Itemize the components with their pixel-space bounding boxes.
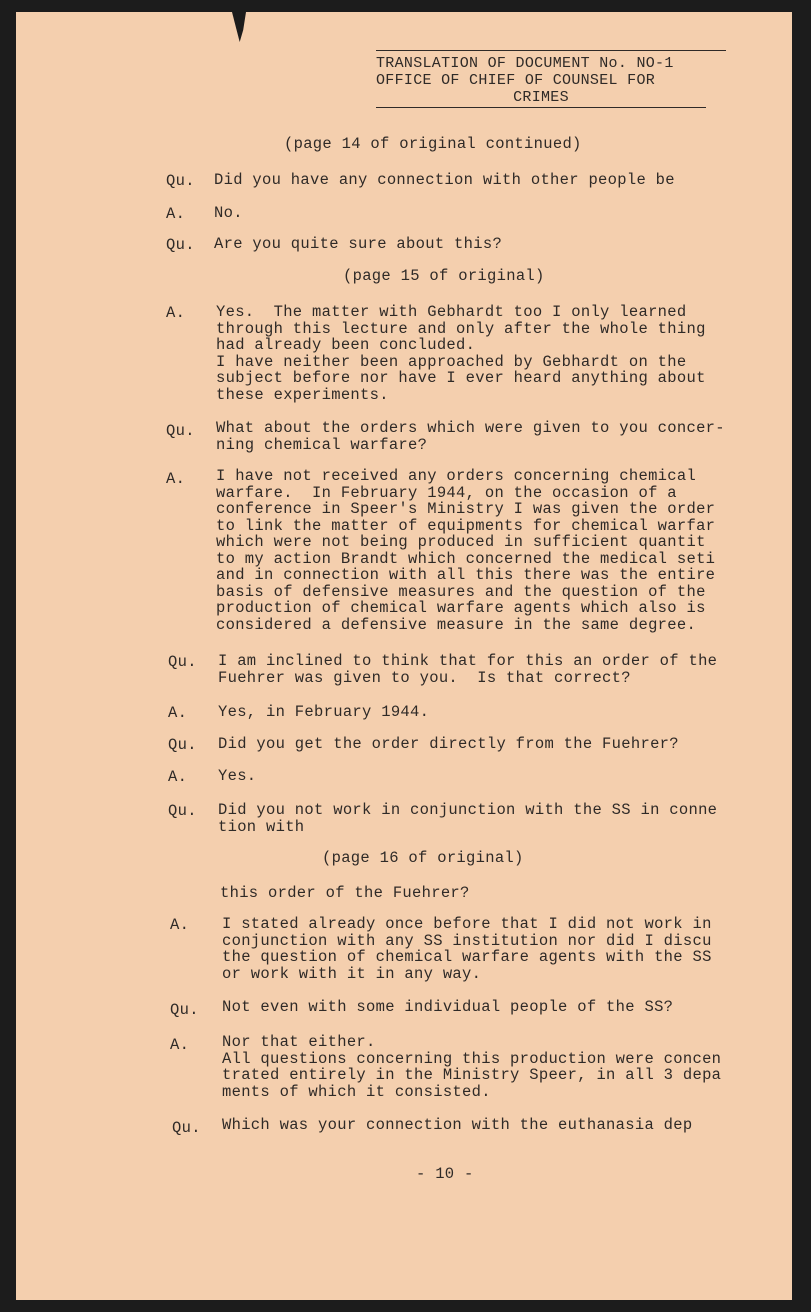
transcript-line: to link the matter of equipments for chemical warfar: [216, 516, 716, 535]
transcript-line: these experiments.: [216, 385, 389, 404]
document-header: [376, 50, 726, 108]
torn-corner: [232, 12, 246, 42]
transcript-line: Did you get the order directly from the Fuehrer?: [218, 735, 679, 753]
transcript-line: I stated already once before that I did not work in: [222, 915, 712, 933]
transcript-line: Did you not work in conjunction with the SS in conne: [218, 801, 718, 819]
speaker-label: Qu.: [168, 802, 197, 820]
transcript-line: Yes.: [218, 767, 257, 785]
speaker-label: Qu.: [166, 236, 195, 254]
transcript-line: this order of the Fuehrer?: [220, 884, 470, 902]
transcript-line: considered a defensive measure in the same degree.: [216, 615, 697, 634]
transcript-line: trated entirely in the Ministry Speer, in all 3 depa: [222, 1066, 722, 1084]
transcript-line: through this lecture and only after the whole thing: [216, 319, 706, 338]
transcript-line: or work with it in any way.: [222, 964, 482, 983]
header-line-2: OFFICE OF CHIEF OF COUNSEL FOR: [376, 72, 656, 89]
transcript-line: Nor that either.: [222, 1033, 376, 1051]
transcript-line: conjunction with any SS institution nor did I discu: [222, 931, 712, 950]
transcript-line: Not even with some individual people of the SS?: [222, 998, 674, 1016]
transcript-line: to my action Brandt which concerned the medical seti: [216, 549, 716, 568]
speaker-label: Qu.: [166, 172, 195, 190]
speaker-label: Qu.: [166, 422, 195, 440]
header-line-1: TRANSLATION OF DOCUMENT No. NO-1: [376, 55, 674, 72]
document-page: [16, 12, 792, 1300]
speaker-label: A.: [170, 916, 190, 934]
transcript-line: Fuehrer was given to you. Is that correct?: [218, 668, 631, 687]
page-marker: (page 16 of original): [322, 849, 524, 867]
speaker-label: A.: [168, 704, 188, 722]
speaker-label: Qu.: [172, 1119, 201, 1137]
speaker-label: A.: [166, 304, 186, 322]
transcript-line: Which was your connection with the euthanasia dep: [222, 1116, 693, 1134]
transcript-line: and in connection with all this there was the entire: [216, 566, 716, 584]
transcript-line: Are you quite sure about this?: [214, 235, 503, 253]
transcript-line: warfare. In February 1944, on the occasion of a: [216, 483, 677, 502]
transcript-line: I am inclined to think that for this an order of the: [218, 652, 718, 670]
transcript-line: had already been concluded.: [216, 336, 476, 354]
speaker-label: A.: [170, 1036, 190, 1054]
page-marker: (page 15 of original): [343, 267, 545, 285]
speaker-label: A.: [168, 768, 188, 786]
transcript-line: I have neither been approached by Gebhardt on the: [216, 352, 687, 371]
transcript-line: I have not received any orders concerning chemical: [216, 467, 697, 485]
speaker-label: Qu.: [170, 1001, 199, 1019]
speaker-label: Qu.: [168, 653, 197, 671]
transcript-line: ning chemical warfare?: [216, 435, 428, 454]
transcript-line: Did you have any connection with other people be: [214, 171, 675, 189]
transcript-line: Yes, in February 1944.: [218, 703, 430, 721]
transcript-line: basis of defensive measures and the question of the: [216, 582, 706, 601]
transcript-line: What about the orders which were given to you concer-: [216, 419, 725, 437]
transcript-line: production of chemical warfare agents which also is: [216, 599, 706, 617]
page-marker: (page 14 of original continued): [284, 135, 582, 153]
speaker-label: A.: [166, 205, 186, 223]
page-number: - 10 -: [416, 1165, 474, 1183]
transcript-line: Yes. The matter with Gebhardt too I only learned: [216, 303, 687, 321]
transcript-line: All questions concerning this production were concen: [222, 1049, 722, 1068]
transcript-line: the question of chemical warfare agents with the SS: [222, 948, 712, 966]
transcript-line: No.: [214, 204, 243, 222]
transcript-line: tion with: [218, 817, 305, 836]
header-line-3: CRIMES: [376, 89, 706, 108]
transcript-line: which were not being produced in sufficient quantit: [216, 533, 706, 551]
transcript-line: subject before nor have I ever heard anything about: [216, 369, 706, 387]
transcript-line: ments of which it consisted.: [222, 1082, 491, 1101]
speaker-label: A.: [166, 470, 186, 488]
speaker-label: Qu.: [168, 736, 197, 754]
transcript-line: conference in Speer's Ministry I was given the order: [216, 500, 716, 518]
